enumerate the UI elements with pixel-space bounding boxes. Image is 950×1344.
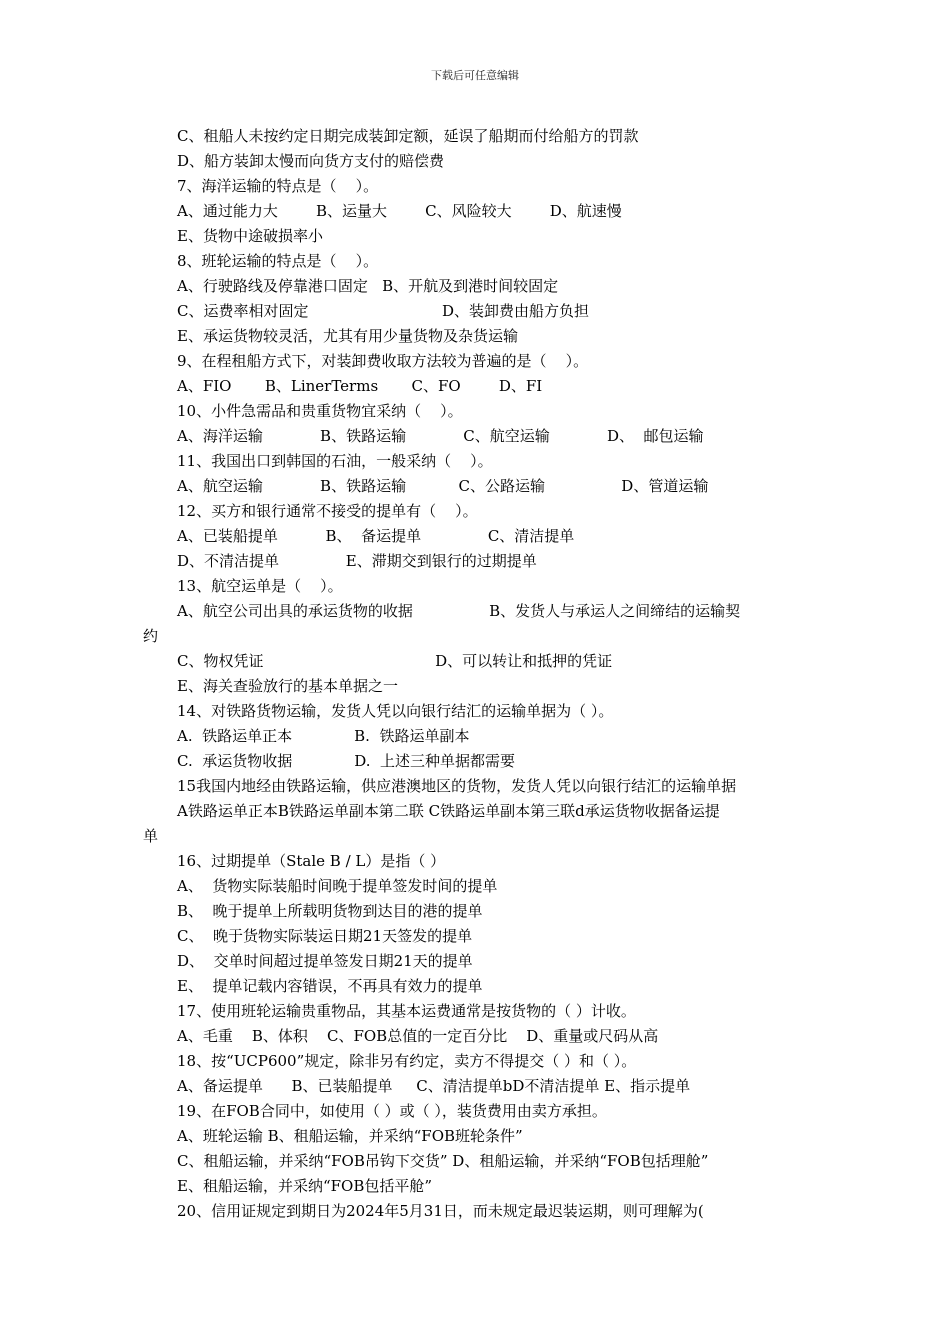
question-17: 17、使用班轮运输贵重物品，其基本运费通常是按货物的（ ）计收。: [177, 1002, 636, 1020]
text-line: C、 晚于货物实际装运日期21天签发的提单: [177, 927, 473, 945]
question-13: 13、航空运单是（ ）。: [177, 577, 343, 595]
text-line: 单: [143, 827, 159, 845]
question-15: 15我国内地经由铁路运输，供应港澳地区的货物，发货人凭以向银行结汇的运输单据: [177, 777, 737, 795]
question-14: 14、对铁路货物运输，发货人凭以向银行结汇的运输单据为（ ）。: [177, 702, 614, 720]
text-line: A、班轮运输 B、租船运输，并采纳“FOB班轮条件”: [177, 1127, 523, 1145]
text-line: C、租船人未按约定日期完成装卸定额，延误了船期而付给船方的罚款: [177, 127, 639, 145]
question-18: 18、按“UCP600”规定，除非另有约定，卖方不得提交（ ）和（ ）。: [177, 1052, 637, 1070]
question-10: 10、小件急需品和贵重货物宜采纳（ ）。: [177, 402, 463, 420]
text-line: E、 提单记载内容错误，不再具有效力的提单: [177, 977, 483, 995]
text-line: A、毛重 B、体积 C、FOB总值的一定百分比 D、重量或尺码从高: [177, 1027, 659, 1045]
text-line: A、 货物实际装船时间晚于提单签发时间的提单: [177, 877, 498, 895]
text-line: A、航空公司出具的承运货物的收据 B、发货人与承运人之间缔结的运输契: [177, 602, 741, 620]
text-line: A、海洋运输 B、铁路运输 C、航空运输 D、 邮包运输: [177, 427, 704, 445]
text-line: D、不清洁提单 E、滞期交到银行的过期提单: [177, 552, 537, 570]
question-9: 9、在程租船方式下，对装卸费收取方法较为普遍的是（ ）。: [177, 352, 589, 370]
question-7: 7、海洋运输的特点是（ ）。: [177, 177, 379, 195]
question-20: 20、信用证规定到期日为2024年5月31日，而未规定最迟装运期，则可理解为(: [177, 1202, 704, 1220]
text-line: E、租船运输，并采纳“FOB包括平舱”: [177, 1177, 433, 1195]
text-line: A、已装船提单 B、 备运提单 C、清洁提单: [177, 527, 575, 545]
text-line: A. 铁路运单正本 B. 铁路运单副本: [177, 727, 470, 745]
text-line: C、租船运输，并采纳“FOB吊钩下交货” D、租船运输，并采纳“FOB包括理舱”: [177, 1152, 709, 1170]
question-19: 19、在FOB合同中，如使用（ ）或（ ），装货费用由卖方承担。: [177, 1102, 607, 1120]
text-line: A、FIO B、LinerTerms C、FO D、FI: [177, 377, 543, 395]
text-line: A、备运提单 B、已装船提单 C、清洁提单bD不清洁提单 E、指示提单: [177, 1077, 691, 1095]
text-line: B、 晚于提单上所载明货物到达目的港的提单: [177, 902, 483, 920]
text-line: A、通过能力大 B、运量大 C、风险较大 D、航速慢: [177, 202, 622, 220]
text-line: E、海关查验放行的基本单据之一: [177, 677, 398, 695]
page-header: 下载后可任意编辑: [431, 69, 519, 82]
question-8: 8、班轮运输的特点是（ ）。: [177, 252, 379, 270]
question-12: 12、买方和银行通常不接受的提单有（ ）。: [177, 502, 478, 520]
text-line: A、航空运输 B、铁路运输 C、公路运输 D、管道运输: [177, 477, 709, 495]
question-16: 16、过期提单（Stale B / L）是指（ ）: [177, 852, 446, 870]
text-line: D、 交单时间超过提单签发日期21天的提单: [177, 952, 473, 970]
text-line: E、承运货物较灵活，尤其有用少量货物及杂货运输: [177, 327, 518, 345]
text-line: A、行驶路线及停靠港口固定 B、开航及到港时间较固定: [177, 277, 559, 295]
text-line: C、物权凭证 D、可以转让和抵押的凭证: [177, 652, 613, 670]
question-11: 11、我国出口到韩国的石油，一般采纳（ ）。: [177, 452, 493, 470]
text-line: C. 承运货物收据 D. 上述三种单据都需要: [177, 752, 516, 770]
text-line: E、货物中途破损率小: [177, 227, 323, 245]
text-line: C、运费率相对固定 D、装卸费由船方负担: [177, 302, 590, 320]
text-line: A铁路运单正本B铁路运单副本第二联 C铁路运单副本第三联d承运货物收据备运提: [177, 802, 720, 820]
text-line: D、船方装卸太慢而向货方支付的赔偿费: [177, 152, 445, 170]
text-line: 约: [143, 627, 159, 645]
